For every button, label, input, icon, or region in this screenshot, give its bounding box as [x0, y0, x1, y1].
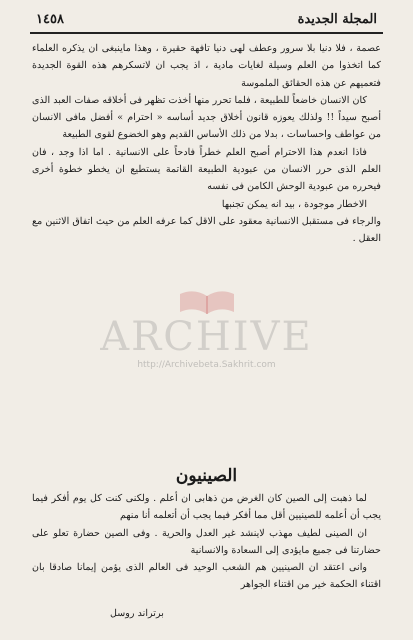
section-body	[32, 490, 381, 594]
paragraph: ان الصينى لطيف مهذب لاينشد غير العدل والحرية . وفى الصين حضارة تعلو على حضارتنا فى جميع مايؤدى إلى السعادة والانسانية	[32, 527, 381, 556]
paragraph: عصمة ، فلا دنيا بلا سرور وعطف لهى دنيا تافهة حقيرة ، وهذا ماينبغى ان يذكره العلماء كما اتخذوا من العلم وسيلة لغايات مادية ، اذ يجب ان لاتسكرهم هذه القوة الجديدة فتعميهم عن هذه الحقائق الملموسة	[32, 43, 381, 89]
paragraph: فاذا انعدم هذا الاحترام أصبح العلم خطراً فادحاً على الانسانية . اما اذا وجد ، فان العلم الذى حرر الانسان من عبودية الطبيعة القاتمة يستطيع ان يخطو خطوة أخرى فيحرره من عبودية الوحش الكامن فى نفسه	[32, 146, 381, 193]
archive-watermark	[0, 268, 413, 378]
paragraph: وانى اعتقد ان الصينيين هم الشعب الوحيد فى العالم الذى يؤمن إيمانا صادقا بان اقتناء الحكمة خير من اقتناء الجواهر	[32, 562, 381, 591]
page-number: ١٤٥٨	[36, 11, 64, 27]
archive-logo-icon	[176, 288, 238, 316]
header-rule	[30, 32, 383, 34]
watermark-text: ARCHIVE	[100, 314, 313, 360]
section-title: الصينيون	[175, 466, 238, 486]
article-body-continued	[32, 40, 381, 248]
author-signature: برتراند روسل	[110, 608, 164, 619]
paragraph: لما ذهبت إلى الصين كان الغرض من ذهابى ان أعلم . ولكنى كنت كل يوم أفكر فيما يجب أن أعلمه للصينيين أقل مما أفكر فيما يجب أن أتعلمه أنا منهم	[32, 493, 381, 522]
page-header	[36, 8, 377, 30]
paragraph: والرجاء فى مستقبل الانسانية معقود على الاقل كما عرفه العلم من حيث اتفاق الاثنين مع العقل .	[32, 215, 381, 245]
paragraph: الاخطار موجودة ، بيد انه يمكن تجنبها	[221, 198, 367, 210]
watermark-url: http://Archivebeta.Sakhrit.com	[137, 360, 276, 370]
paragraph: كان الانسان خاضعاً للطبيعة ، فلما تحرر منها أخذت تظهر فى أخلاقه صفات العبد الذى أصبح سيداً !! ولذلك يعوزه قانون أخلاق جديد أساسه « احترام » أفضل مافى الانسان من عواطف واحساسات ، بدلا من ذلك الأساس القديم وهو الخضوع لقوى الطبيعة	[32, 94, 381, 141]
journal-title: المجلة الجديدة	[297, 11, 377, 27]
